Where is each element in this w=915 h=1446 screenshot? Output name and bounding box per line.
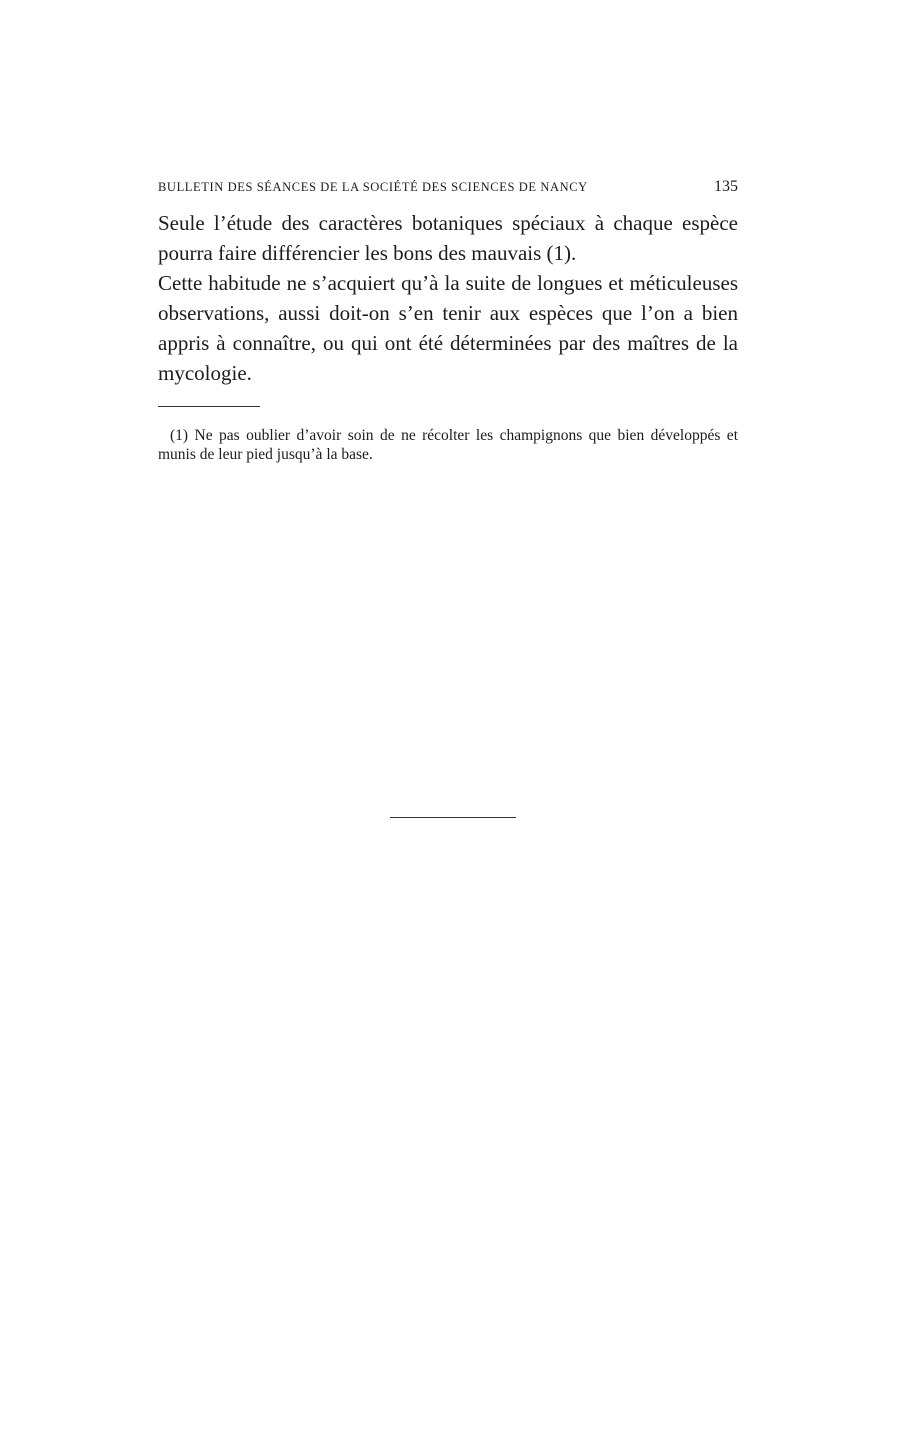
paragraph-1: Seule l’étude des caractères botaniques spéciaux à chaque espèce pourra faire différencier les bons des mauvais (1).: [158, 211, 738, 265]
paragraph-2: Cette habitude ne s’acquiert qu’à la suite de longues et méticuleuses observations, aussi doit-on s’en tenir aux espèces que l’on a bien appris à connaître, ou qui ont été déterminées par des maîtres de la mycologie.: [158, 271, 738, 385]
page-number: 135: [714, 178, 738, 195]
footnote-text: (1) Ne pas oublier d’avoir soin de ne récolter les champignons que bien développés et munis de leur pied jusqu’à la base.: [158, 427, 738, 463]
footnote-separator: [158, 406, 260, 407]
running-head: [158, 180, 738, 198]
end-of-section-rule: [390, 817, 516, 818]
footnote: [158, 426, 738, 464]
running-head-title: BULLETIN DES SÉANCES DE LA SOCIÉTÉ DES SCIENCES DE NANCY: [158, 180, 588, 194]
body-text: [158, 208, 738, 388]
